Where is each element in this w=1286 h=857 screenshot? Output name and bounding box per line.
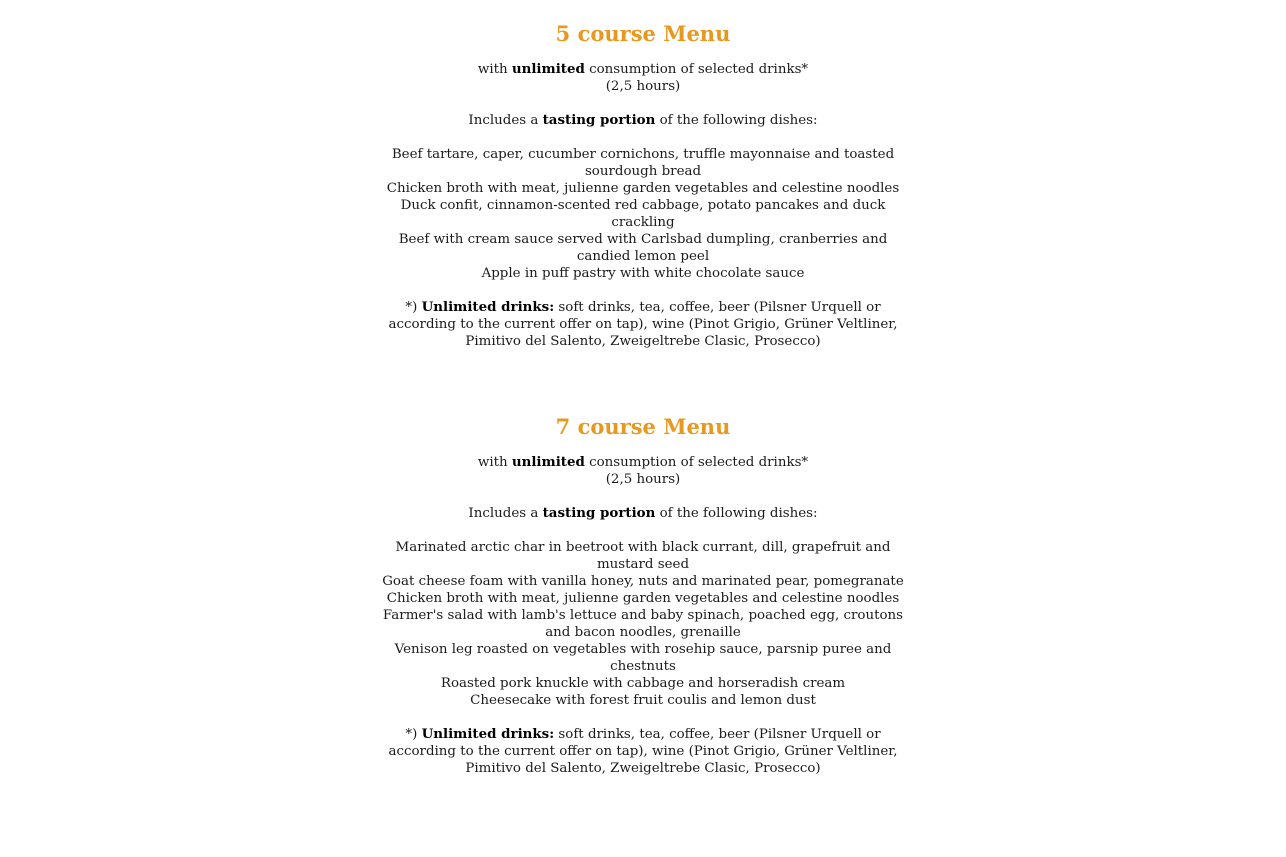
dish-list [0,146,1286,282]
duration: (2,5 hours) [605,472,681,487]
menu-intro [0,454,1286,488]
intro-line [0,61,1286,78]
dish-list [0,539,1286,709]
includes-bold: tasting portion [542,112,656,128]
note-prefix: *) [405,300,422,315]
intro-bold: unlimited [511,61,585,77]
intro-post: consumption of selected drinks* [584,455,809,470]
menu-intro [0,61,1286,95]
note-bold: Unlimited drinks: [421,299,555,315]
intro-post: consumption of selected drinks* [584,62,809,77]
menu-title: 7 course Menu [555,414,731,439]
dish-item: Goat cheese foam with vanilla honey, nuts and marinated pear, pomegranate [382,574,904,589]
includes-pre: Includes a [468,113,543,128]
note-bold: Unlimited drinks: [421,726,555,742]
intro-bold: unlimited [511,454,585,470]
dish-item: Farmer's salad with lamb's lettuce and baby spinach, poached egg, croutons and bacon noodles, grenaille [382,608,904,640]
includes-pre: Includes a [468,506,543,521]
dish-item: Duck confit, cinnamon-scented red cabbage, potato pancakes and duck crackling [400,198,886,230]
intro-pre: with [477,455,512,470]
dish-item: Marinated arctic char in beetroot with black currant, dill, grapefruit and mustard seed [395,540,891,572]
duration: (2,5 hours) [605,79,681,94]
includes-post: of the following dishes: [655,506,818,521]
drinks-note [373,726,913,777]
includes-line [0,112,1286,129]
note-prefix: *) [405,727,422,742]
dish-item: Chicken broth with meat, julienne garden vegetables and celestine noodles [386,591,900,606]
note-text: soft drinks, tea, coffee, beer (Pilsner Urquell or according to the current offer on tap), wine (Pinot Grigio, Grüner Veltliner, Pimitivo del Salento, Zweigeltrebe Clasic, Prosecco) [388,300,898,349]
intro-pre: with [477,62,512,77]
menu-5-course [0,20,1286,350]
includes-post: of the following dishes: [655,113,818,128]
dish-item: Cheesecake with forest fruit coulis and lemon dust [470,693,816,708]
includes-bold: tasting portion [542,505,656,521]
menu-title: 5 course Menu [555,21,731,46]
dish-item: Roasted pork knuckle with cabbage and horseradish cream [440,676,846,691]
drinks-note [373,299,913,350]
dish-item: Venison leg roasted on vegetables with rosehip sauce, parsnip puree and chestnuts [394,642,892,674]
dish-item: Chicken broth with meat, julienne garden vegetables and celestine noodles [386,181,900,196]
note-text: soft drinks, tea, coffee, beer (Pilsner Urquell or according to the current offer on tap), wine (Pinot Grigio, Grüner Veltliner, Pimitivo del Salento, Zweigeltrebe Clasic, Prosecco) [388,727,898,776]
dish-item: Apple in puff pastry with white chocolate sauce [481,266,805,281]
includes-line [0,505,1286,522]
dish-item: Beef tartare, caper, cucumber cornichons, truffle mayonnaise and toasted sourdough bread [391,147,895,179]
intro-line [0,454,1286,471]
dish-item: Beef with cream sauce served with Carlsbad dumpling, cranberries and candied lemon peel [398,232,888,264]
menu-7-course [0,413,1286,777]
